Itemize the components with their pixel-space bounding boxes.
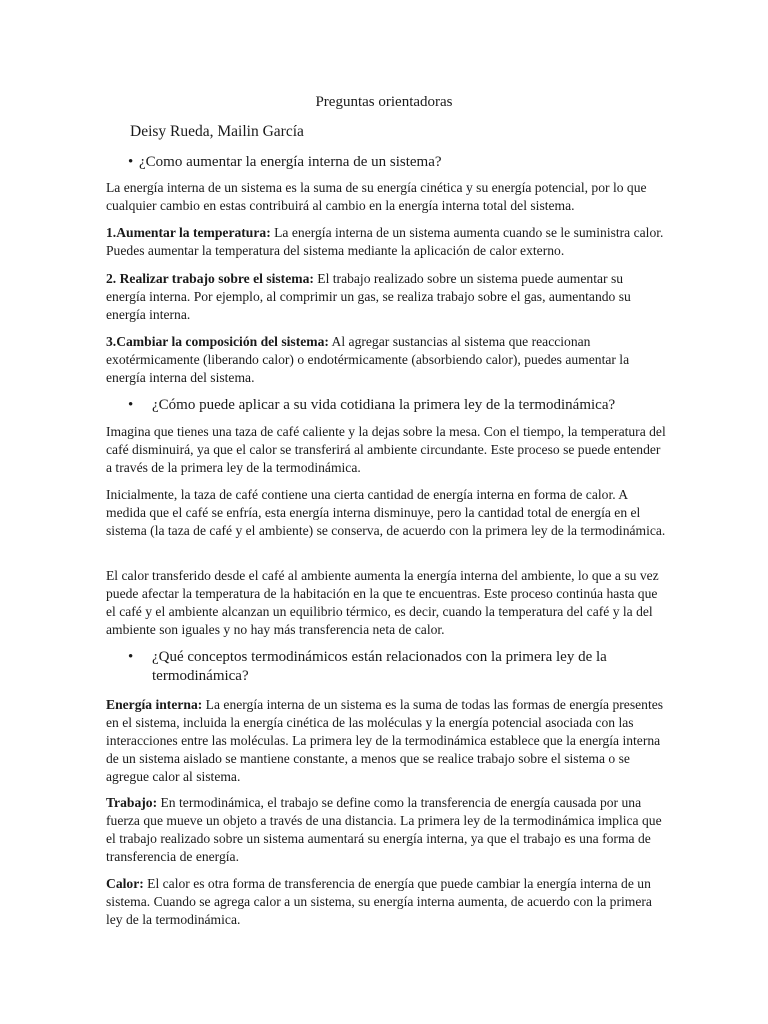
coffee-paragraph-3: El calor transferido desde el café al ambiente aumenta la energía interna del ambiente, lo que a su vez puede afectar la temperatura de la habitación en la que te encuentras. Este proceso continúa hasta que el café y el ambiente alcanzan un equilibrio térmico, es decir, cuando la temperatura del café y la del ambiente son iguales y no hay más transferencia neta de calor. [106, 568, 659, 637]
concept-internal-energy [106, 696, 666, 786]
coffee-paragraph-2: Inicialmente, la taza de café contiene una cierta cantidad de energía interna en forma de calor. A medida que el café se enfría, esta energía interna disminuye, pero la cantidad total de energía en el sistema (la taza de café y el ambiente) se conserva, de acuerdo con la primera ley de la termodinámica. [106, 487, 666, 538]
item-3-label: 3.Cambiar la composición del sistema: [106, 334, 329, 349]
concept-1-text: La energía interna de un sistema es la suma de todas las formas de energía presentes en el sistema, incluida la energía cinética de las moléculas y la energía potencial asociada con las interacciones entre las moléculas. La primera ley de la termodinámica establece que la energía interna de un sistema aislado se mantiene constante, a menos que se realice trabajo sobre el sistema o se agregue calor al sistema. [106, 697, 664, 784]
question-3-text: ¿Qué conceptos termodinámicos están relacionados con la primera ley de la termodinámica? [152, 649, 607, 684]
coffee-paragraph-1: Imagina que tienes una taza de café caliente y la dejas sobre la mesa. Con el tiempo, la temperatura del café disminuirá, ya que el calor se transferirá al ambiente circundante. Este proceso se puede entender a través de la primera ley de la termodinámica. [106, 424, 666, 475]
bullet-icon: • [128, 649, 134, 665]
concept-heat [106, 875, 666, 929]
document-title: Preguntas orientadoras [315, 94, 453, 110]
question-1 [128, 153, 668, 172]
concept-work [106, 794, 666, 866]
item-1-paragraph [106, 224, 666, 260]
bullet-icon: • [128, 397, 134, 413]
concept-3-text: El calor es otra forma de transferencia de energía que puede cambiar la energía interna de un sistema. Cuando se agrega calor a un sistema, su energía interna aumenta, de acuerdo con la primera ley de la termodinámica. [106, 876, 652, 927]
item-3-paragraph [106, 333, 666, 387]
question-1-text: ¿Como aumentar la energía interna de un sistema? [139, 154, 442, 170]
item-3-text: Al agregar sustancias al sistema que reaccionan exotérmicamente (liberando calor) o endotérmicamente (absorbiendo calor), puedes aumentar la energía interna del sistema. [106, 334, 630, 385]
concept-3-label: Calor: [106, 876, 144, 891]
item-1-text: La energía interna de un sistema aumenta cuando se le suministra calor. Puedes aumentar la temperatura del sistema mediante la aplicación de calor externo. [106, 225, 664, 258]
intro-paragraph: La energía interna de un sistema es la suma de su energía cinética y su energía potencial, por lo que cualquier cambio en estas contribuirá al cambio en la energía interna total del sistema. [106, 180, 647, 213]
question-2 [128, 396, 668, 415]
authors-line: Deisy Rueda, Mailin García [130, 123, 304, 140]
item-2-label: 2. Realizar trabajo sobre el sistema: [106, 271, 314, 286]
question-3 [128, 648, 628, 686]
item-1-label: 1.Aumentar la temperatura: [106, 225, 271, 240]
bullet-icon: • [128, 154, 134, 170]
item-2-text: El trabajo realizado sobre un sistema puede aumentar su energía interna. Por ejemplo, al comprimir un gas, se realiza trabajo sobre el gas, aumentando su energía interna. [106, 271, 631, 322]
item-2-paragraph [106, 270, 666, 324]
concept-1-label: Energía interna: [106, 697, 203, 712]
question-2-text: ¿Cómo puede aplicar a su vida cotidiana la primera ley de la termodinámica? [152, 397, 616, 413]
concept-2-label: Trabajo: [106, 795, 158, 810]
concept-2-text: En termodinámica, el trabajo se define como la transferencia de energía causada por una fuerza que mueve un objeto a través de una distancia. La primera ley de la termodinámica implica que el trabajo realizado sobre un sistema aumentará su energía interna, ya que el trabajo es una forma de transferencia de energía. [106, 795, 662, 864]
